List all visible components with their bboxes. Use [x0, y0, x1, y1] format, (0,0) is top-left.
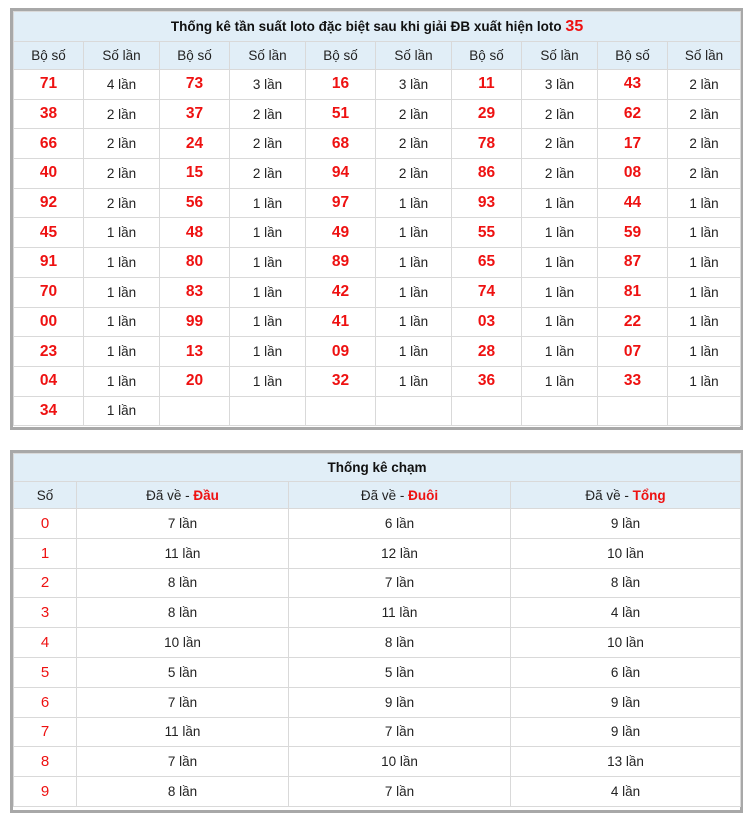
cham-digit: 4: [14, 628, 77, 658]
loto-number: 24: [160, 129, 230, 159]
frequency-title: [14, 12, 741, 42]
loto-count: 1 lần: [376, 337, 452, 367]
loto-count: 2 lần: [376, 99, 452, 129]
loto-number: 11: [452, 70, 522, 100]
loto-count: 2 lần: [84, 159, 160, 189]
loto-count: 1 lần: [668, 366, 741, 396]
cham-dau-count: 11 lần: [77, 717, 289, 747]
loto-number: [598, 396, 668, 426]
cham-tong-count: 4 lần: [511, 598, 741, 628]
loto-count: 2 lần: [522, 129, 598, 159]
table-row: [14, 129, 741, 159]
cham-tong-count: 9 lần: [511, 717, 741, 747]
cham-dau-count: 11 lần: [77, 538, 289, 568]
cham-tong-count: 10 lần: [511, 538, 741, 568]
header-bo-so: Bộ số: [452, 42, 522, 70]
header-bo-so: Bộ số: [598, 42, 668, 70]
loto-count: 2 lần: [376, 159, 452, 189]
loto-number: 28: [452, 337, 522, 367]
cham-tong-count: 8 lần: [511, 568, 741, 598]
loto-count: [522, 396, 598, 426]
loto-number: 00: [14, 307, 84, 337]
loto-count: 3 lần: [522, 70, 598, 100]
loto-number: 91: [14, 248, 84, 278]
loto-count: 1 lần: [376, 277, 452, 307]
loto-number: [306, 396, 376, 426]
loto-number: 83: [160, 277, 230, 307]
loto-count: 1 lần: [522, 366, 598, 396]
cham-duoi-count: 11 lần: [289, 598, 511, 628]
loto-count: 1 lần: [230, 218, 306, 248]
loto-number: 43: [598, 70, 668, 100]
loto-count: 1 lần: [668, 337, 741, 367]
loto-count: [376, 396, 452, 426]
cham-panel: [10, 450, 743, 813]
cham-duoi-count: 6 lần: [289, 509, 511, 539]
cham-duoi-count: 5 lần: [289, 657, 511, 687]
loto-count: 1 lần: [84, 248, 160, 278]
table-row: [14, 307, 741, 337]
loto-count: 2 lần: [668, 99, 741, 129]
loto-number: 73: [160, 70, 230, 100]
loto-number: 13: [160, 337, 230, 367]
header-so-lan: Số lần: [668, 42, 741, 70]
loto-count: 2 lần: [230, 129, 306, 159]
table-row: [14, 277, 741, 307]
cham-header-so: Số: [14, 482, 77, 509]
loto-number: 16: [306, 70, 376, 100]
loto-count: 1 lần: [230, 307, 306, 337]
cham-digit: 0: [14, 509, 77, 539]
loto-number: 68: [306, 129, 376, 159]
loto-number: 36: [452, 366, 522, 396]
loto-number: 34: [14, 396, 84, 426]
cham-dau-count: 5 lần: [77, 657, 289, 687]
loto-count: 2 lần: [84, 188, 160, 218]
table-row: [14, 218, 741, 248]
cham-duoi-count: 7 lần: [289, 568, 511, 598]
loto-count: 1 lần: [376, 248, 452, 278]
loto-number: 51: [306, 99, 376, 129]
cham-tong-count: 6 lần: [511, 657, 741, 687]
header-so-lan: Số lần: [376, 42, 452, 70]
cham-tong-count: 9 lần: [511, 687, 741, 717]
loto-count: 2 lần: [376, 129, 452, 159]
loto-number: 37: [160, 99, 230, 129]
loto-count: 1 lần: [84, 366, 160, 396]
cham-header-prefix: Đã về -: [146, 487, 194, 503]
cham-header-prefix: Đã về -: [585, 487, 633, 503]
table-row: [14, 568, 741, 598]
cham-digit: 9: [14, 777, 77, 807]
loto-number: 74: [452, 277, 522, 307]
table-row: [14, 70, 741, 100]
loto-number: 32: [306, 366, 376, 396]
loto-number: 17: [598, 129, 668, 159]
loto-count: 2 lần: [668, 129, 741, 159]
frequency-title-text: Thống kê tần suất loto đặc biệt sau khi giải ĐB xuất hiện loto: [170, 18, 562, 34]
table-row: [14, 628, 741, 658]
loto-number: 66: [14, 129, 84, 159]
cham-dau-count: 7 lần: [77, 509, 289, 539]
loto-number: 03: [452, 307, 522, 337]
cham-tong-count: 4 lần: [511, 777, 741, 807]
header-so-lan: Số lần: [522, 42, 598, 70]
loto-count: [230, 396, 306, 426]
loto-count: 1 lần: [84, 307, 160, 337]
cham-duoi-count: 12 lần: [289, 538, 511, 568]
table-row: [14, 248, 741, 278]
cham-header-duoi: [289, 482, 511, 509]
cham-duoi-count: 9 lần: [289, 687, 511, 717]
loto-count: 2 lần: [668, 159, 741, 189]
table-row: [14, 657, 741, 687]
loto-number: 86: [452, 159, 522, 189]
loto-number: 29: [452, 99, 522, 129]
header-bo-so: Bộ số: [160, 42, 230, 70]
table-row: [14, 99, 741, 129]
loto-count: 2 lần: [522, 99, 598, 129]
loto-number: 48: [160, 218, 230, 248]
cham-digit: 1: [14, 538, 77, 568]
loto-number: 20: [160, 366, 230, 396]
table-row: [14, 687, 741, 717]
cham-duoi-count: 7 lần: [289, 717, 511, 747]
table-row: [14, 337, 741, 367]
loto-number: 65: [452, 248, 522, 278]
cham-header-prefix: Đã về -: [360, 487, 409, 503]
table-row: [14, 538, 741, 568]
cham-tong-count: 10 lần: [511, 628, 741, 658]
header-so-lan: Số lần: [84, 42, 160, 70]
loto-number: 56: [160, 188, 230, 218]
loto-count: 1 lần: [668, 218, 741, 248]
loto-count: 1 lần: [230, 337, 306, 367]
loto-count: 3 lần: [230, 70, 306, 100]
loto-count: 1 lần: [230, 248, 306, 278]
loto-number: 40: [14, 159, 84, 189]
loto-number: 55: [452, 218, 522, 248]
cham-header-duoi-label: Đuôi: [408, 487, 439, 503]
table-row: [14, 188, 741, 218]
cham-dau-count: 10 lần: [77, 628, 289, 658]
loto-number: [452, 396, 522, 426]
loto-number: 71: [14, 70, 84, 100]
loto-number: 45: [14, 218, 84, 248]
cham-header-dau-label: Đầu: [193, 487, 219, 503]
loto-count: 2 lần: [668, 70, 741, 100]
loto-number: 59: [598, 218, 668, 248]
loto-number: [160, 396, 230, 426]
loto-number: 41: [306, 307, 376, 337]
loto-number: 99: [160, 307, 230, 337]
loto-number: 23: [14, 337, 84, 367]
loto-number: 15: [160, 159, 230, 189]
loto-count: 1 lần: [84, 277, 160, 307]
loto-number: 81: [598, 277, 668, 307]
loto-number: 89: [306, 248, 376, 278]
loto-number: 09: [306, 337, 376, 367]
loto-count: 1 lần: [522, 218, 598, 248]
loto-number: 80: [160, 248, 230, 278]
loto-number: 78: [452, 129, 522, 159]
header-so-lan: Số lần: [230, 42, 306, 70]
table-row: [14, 159, 741, 189]
loto-count: 1 lần: [84, 337, 160, 367]
cham-header-dau: [77, 482, 289, 509]
loto-count: 1 lần: [522, 337, 598, 367]
loto-count: 2 lần: [230, 99, 306, 129]
loto-count: 4 lần: [84, 70, 160, 100]
loto-count: 1 lần: [522, 307, 598, 337]
loto-number: 62: [598, 99, 668, 129]
cham-header-tong-label: Tổng: [632, 487, 666, 503]
frequency-table: [13, 11, 741, 426]
frequency-title-number: 35: [565, 17, 584, 35]
cham-digit: 5: [14, 657, 77, 687]
cham-header-tong: [511, 482, 741, 509]
loto-count: 1 lần: [230, 366, 306, 396]
frequency-panel: [10, 8, 743, 430]
loto-number: 49: [306, 218, 376, 248]
header-bo-so: Bộ số: [306, 42, 376, 70]
table-row: [14, 747, 741, 777]
loto-count: 1 lần: [522, 188, 598, 218]
header-bo-so: Bộ số: [14, 42, 84, 70]
cham-digit: 3: [14, 598, 77, 628]
loto-number: 07: [598, 337, 668, 367]
loto-number: 70: [14, 277, 84, 307]
loto-number: 08: [598, 159, 668, 189]
loto-number: 44: [598, 188, 668, 218]
cham-duoi-count: 7 lần: [289, 777, 511, 807]
cham-duoi-count: 8 lần: [289, 628, 511, 658]
cham-dau-count: 8 lần: [77, 777, 289, 807]
loto-number: 22: [598, 307, 668, 337]
cham-duoi-count: 10 lần: [289, 747, 511, 777]
loto-count: 1 lần: [668, 307, 741, 337]
table-row: [14, 598, 741, 628]
loto-count: [668, 396, 741, 426]
loto-number: 94: [306, 159, 376, 189]
loto-count: 1 lần: [376, 218, 452, 248]
loto-count: 1 lần: [230, 277, 306, 307]
cham-dau-count: 7 lần: [77, 747, 289, 777]
loto-count: 1 lần: [376, 307, 452, 337]
loto-number: 92: [14, 188, 84, 218]
loto-number: 38: [14, 99, 84, 129]
loto-count: 2 lần: [84, 129, 160, 159]
loto-count: 2 lần: [84, 99, 160, 129]
loto-count: 1 lần: [668, 277, 741, 307]
loto-number: 42: [306, 277, 376, 307]
loto-number: 33: [598, 366, 668, 396]
cham-title: Thống kê chạm: [14, 454, 741, 482]
table-row: [14, 777, 741, 807]
cham-tong-count: 9 lần: [511, 509, 741, 539]
loto-count: 1 lần: [84, 218, 160, 248]
cham-digit: 7: [14, 717, 77, 747]
loto-count: 1 lần: [668, 188, 741, 218]
loto-count: 2 lần: [230, 159, 306, 189]
cham-dau-count: 7 lần: [77, 687, 289, 717]
loto-count: 1 lần: [668, 248, 741, 278]
loto-count: 1 lần: [522, 277, 598, 307]
cham-dau-count: 8 lần: [77, 568, 289, 598]
cham-digit: 6: [14, 687, 77, 717]
loto-count: 2 lần: [522, 159, 598, 189]
loto-count: 1 lần: [522, 248, 598, 278]
loto-number: 93: [452, 188, 522, 218]
loto-count: 1 lần: [376, 366, 452, 396]
loto-count: 1 lần: [230, 188, 306, 218]
cham-dau-count: 8 lần: [77, 598, 289, 628]
table-row: [14, 366, 741, 396]
cham-table: [13, 453, 741, 807]
cham-digit: 2: [14, 568, 77, 598]
loto-number: 97: [306, 188, 376, 218]
table-row: [14, 509, 741, 539]
table-row: [14, 717, 741, 747]
cham-digit: 8: [14, 747, 77, 777]
table-row: [14, 396, 741, 426]
loto-count: 3 lần: [376, 70, 452, 100]
loto-number: 87: [598, 248, 668, 278]
loto-count: 1 lần: [376, 188, 452, 218]
loto-count: 1 lần: [84, 396, 160, 426]
loto-number: 04: [14, 366, 84, 396]
cham-tong-count: 13 lần: [511, 747, 741, 777]
